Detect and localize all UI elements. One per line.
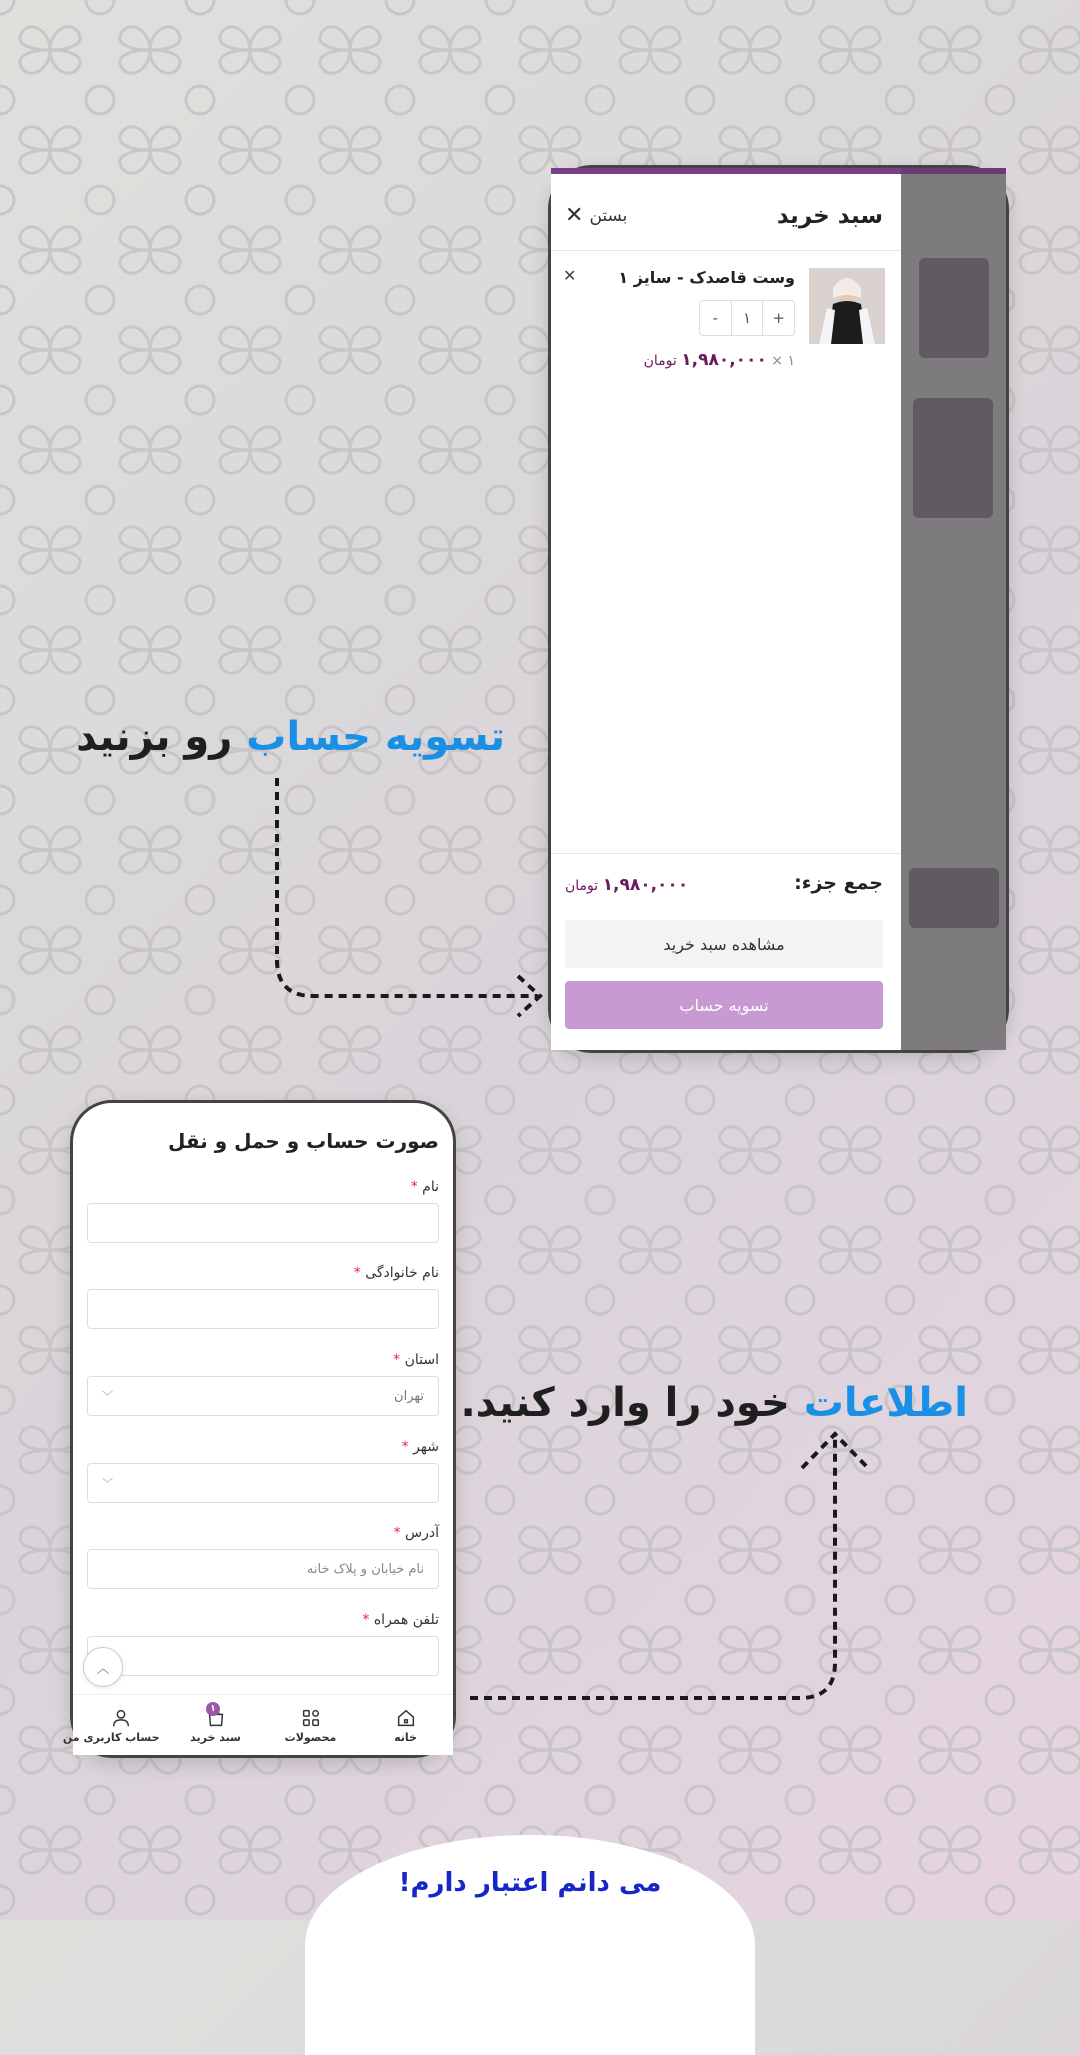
- nav-home[interactable]: [358, 1695, 453, 1755]
- instruction-step2: [460, 1380, 968, 1426]
- scroll-to-top-button[interactable]: [83, 1647, 123, 1687]
- mobile-label: [362, 1612, 439, 1628]
- divider: [551, 250, 901, 251]
- subtotal-value: ۱,۹۸۰,۰۰۰: [602, 875, 689, 895]
- province-value: تهران: [394, 1388, 424, 1404]
- address-label: [394, 1525, 439, 1541]
- nav-home-label: خانه: [394, 1730, 417, 1744]
- price-currency: تومان: [643, 353, 677, 369]
- chevron-down-icon: ﹀: [102, 1477, 113, 1490]
- home-icon: [395, 1707, 417, 1729]
- product-title[interactable]: وست قاصدک - سایز ۱: [618, 268, 795, 287]
- required-star: *: [362, 1612, 370, 1628]
- required-star: *: [401, 1439, 409, 1455]
- view-cart-button[interactable]: مشاهده سبد خرید: [565, 920, 883, 968]
- last-name-input[interactable]: [87, 1289, 439, 1329]
- overlay-topbar: [901, 168, 1006, 174]
- qty-value[interactable]: ۱: [731, 301, 763, 335]
- bottom-nav: [62, 1694, 453, 1755]
- qty-minus-button[interactable]: -: [712, 309, 719, 327]
- city-select[interactable]: [87, 1463, 439, 1503]
- close-button[interactable]: [565, 205, 627, 227]
- item-price: [644, 350, 795, 370]
- subtotal-label: جمع جزء:: [794, 872, 883, 894]
- page-overlay[interactable]: [901, 168, 1006, 1050]
- instruction-step1: [76, 714, 505, 760]
- divider: [551, 853, 901, 854]
- chevron-down-icon: ﹀: [102, 1390, 113, 1403]
- mobile-input[interactable]: [87, 1636, 439, 1676]
- user-icon: [110, 1707, 132, 1729]
- required-star: *: [353, 1265, 361, 1281]
- product-image[interactable]: [809, 268, 885, 344]
- overlay-block: [913, 398, 993, 518]
- cart-badge: ۱: [206, 1702, 220, 1716]
- form-title: صورت حساب و حمل و نقل: [168, 1129, 439, 1153]
- cart-phone-mockup: [548, 165, 1009, 1053]
- province-label: [393, 1352, 439, 1368]
- overlay-block: [919, 258, 989, 358]
- checkout-button[interactable]: تسویه حساب: [565, 981, 883, 1029]
- label-text: استان: [404, 1352, 439, 1368]
- price-amount: ۱,۹۸۰,۰۰۰: [681, 350, 767, 370]
- nav-account[interactable]: [62, 1695, 168, 1755]
- checkout-phone-mockup: [62, 1100, 456, 1758]
- nav-cart[interactable]: [168, 1695, 263, 1755]
- subtotal-amount: [565, 875, 688, 895]
- nav-products-label: محصولات: [284, 1730, 337, 1744]
- footer-text: می دانم اعتبار دارم!: [398, 1868, 662, 1898]
- label-text: نام: [422, 1179, 439, 1195]
- overlay-block: [909, 868, 999, 928]
- label-text: شهر: [413, 1439, 439, 1455]
- grid-icon: [300, 1707, 322, 1729]
- cart-header: [565, 194, 883, 238]
- checkout-form: [73, 1103, 453, 1693]
- first-name-label: [411, 1179, 439, 1195]
- cart-title: سبد خرید: [776, 203, 883, 229]
- nav-products[interactable]: [263, 1695, 358, 1755]
- instruction-highlight: اطلاعات: [803, 1380, 968, 1426]
- remove-item-icon[interactable]: ✕: [563, 266, 577, 285]
- required-star: *: [393, 1525, 401, 1541]
- label-text: تلفن همراه: [373, 1612, 439, 1628]
- required-star: *: [393, 1352, 401, 1368]
- chevron-up-icon: ︿: [96, 1661, 110, 1677]
- subtotal-currency: تومان: [565, 878, 599, 894]
- label-text: آدرس: [405, 1525, 439, 1541]
- qty-plus-button[interactable]: +: [762, 301, 794, 335]
- close-label: بستن: [589, 206, 628, 226]
- nav-cart-label: سبد خرید: [190, 1730, 241, 1744]
- quantity-stepper: [699, 300, 795, 336]
- address-placeholder: نام خیابان و پلاک خانه: [306, 1561, 424, 1577]
- label-text: نام خانوادگی: [365, 1265, 439, 1281]
- instruction-highlight: تسویه حساب: [246, 714, 505, 760]
- cart-drawer: [551, 168, 901, 1050]
- address-input[interactable]: [87, 1549, 439, 1589]
- nav-account-label: حساب کاربری من: [62, 1730, 160, 1744]
- city-label: [402, 1439, 439, 1455]
- price-prefix: ۱ ×: [771, 353, 795, 369]
- last-name-label: [354, 1265, 439, 1281]
- drawer-top-bar: [551, 168, 901, 174]
- instruction-text: خود را وارد کنید.: [460, 1380, 790, 1426]
- province-select[interactable]: [87, 1376, 439, 1416]
- close-icon: ✕: [565, 203, 584, 228]
- required-star: *: [410, 1179, 418, 1195]
- instruction-text: رو بزنید: [76, 714, 233, 760]
- first-name-input[interactable]: [87, 1203, 439, 1243]
